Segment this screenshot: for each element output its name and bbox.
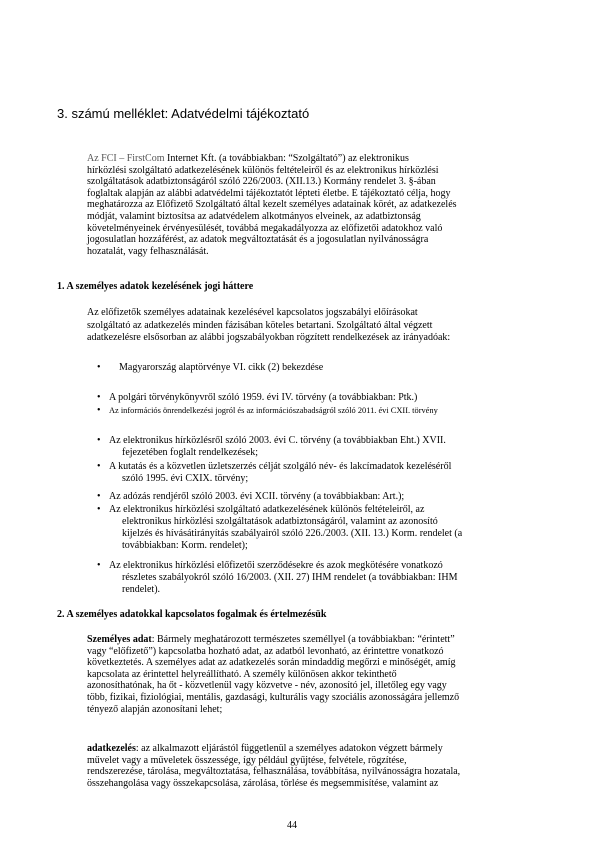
definition-line: több, fizikai, fiziológiai, mentális, gazdasági, kulturális vagy szociális azonosságára jellemző [87, 691, 460, 703]
intro-line: követelményeinek érvényesülését, továbbá megakadályozza az előfizetői adatokhoz való [87, 222, 443, 234]
intro-line: szolgáltatások adatbiztonságáról szóló 226/2003. (XII.13.) Kormány rendelet 3. §-ában [87, 176, 436, 188]
intro-line: jogosulatlan hozzáférést, az adatok megváltoztatását és a jogosulatlan nyilvánosságra [87, 234, 429, 246]
definition-personal-data: Személyes adat: Bármely meghatározott természetes személlyel (a továbbiakban: “érintett” vagy “előfizető”) kapcsolatba hozható adat, az adatból levonható, az érintettre vonatkozó következtetés. A személyes adat az adatkezelés során mindaddig megőrzi e minőségét, amíg kapcsolata az érintettel helyreállítható. A személy különösen akkor tekinthető azonosíthatónak, ha őt - közvetlenül vagy közvetve - név, azonosító jel, illetőleg egy vagy több, fizikai, fiziológiai, mentális, gazdasági, kulturális vagy szociális azonosságára jellemző tényező alapján azonosítani lehet; [87, 634, 535, 715]
bullet-icon: • [97, 461, 101, 472]
intro-line: hírközlési szolgáltató adatkezelésének különös feltételeiről és az elektronikus hírközlési [87, 164, 439, 176]
bullet-icon: • [97, 504, 101, 515]
definition-line: művelet vagy a műveletek összessége, így például gyűjtése, felvétele, rögzítése, [87, 754, 407, 766]
term-data-processing: adatkezelés [87, 743, 136, 754]
bullet-icon: • [97, 405, 101, 416]
page-number: 44 [287, 820, 297, 831]
section-1-heading: 1. A személyes adatok kezelésének jogi háttere [57, 281, 254, 292]
section-2-heading: 2. A személyes adatokkal kapcsolatos fogalmak és értelmezésük [57, 609, 327, 620]
bullet-icon: • [97, 491, 101, 502]
intro-line: módját, valamint biztosítsa az adatvédelem alkotmányos elveinek, az adatbiztonság [87, 210, 421, 222]
bullet-icon: • [97, 392, 101, 403]
intro-line: meghatározza az Előfizető Szolgáltató által kezelt személyes adatainak körét, az adatkezelés [87, 199, 457, 211]
bullet-icon: • [97, 362, 101, 373]
term-personal-data: Személyes adat [87, 634, 152, 645]
definition-data-processing: adatkezelés: az alkalmazott eljárástól függetlenül a személyes adatokon végzett bármely művelet vagy a műveletek összessége, így például gyűjtése, felvétele, rögzítése, rendszerezése, tárolása, megváltoztatása, felhasználása, továbbítása, nyilvánosságra hozatala, összehangolása vagy összekapcsolása, zárolása, törlése és megsemmisítése, valamint az [87, 743, 535, 789]
company-name: Az FCI – FirstCom [87, 153, 165, 164]
definition-line: azonosíthatónak, ha őt - közvetlenül vagy közvetve - név, azonosító jel, illetőleg egy vagy [87, 680, 447, 692]
definition-line: kapcsolata az érintettel helyreállítható. A személy különösen akkor tekinthető [87, 668, 397, 680]
definition-line: vagy “előfizető”) kapcsolatba hozható adat, az adatból levonható, az érintettre vonatkozó [87, 645, 444, 657]
definition-line: összehangolása vagy összekapcsolása, zárolása, törlése és megsemmisítése, valamint az [87, 777, 439, 789]
bullet-icon: • [97, 560, 101, 571]
section-1-line: adatkezelésre elsősorban az alábbi jogszabályokban rögzített rendelkezések az irányadóak: [87, 332, 451, 344]
section-1-line: Az előfizetők személyes adatainak kezelésével kapcsolatos jogszabályi előírásokat [87, 307, 418, 318]
intro-line: foglaltak alapján az alábbi adatvédelmi tájékoztatót lépteti életbe. E tájékoztató célja, hogy [87, 187, 451, 199]
bullet-icon: • [97, 435, 101, 446]
document-page: 3. számú melléklet: Adatvédelmi tájékoztató Az FCI – FirstCom Internet Kft. (a továbbiakban: “Szolgáltató”) az elektronikus hírközlési szolgáltató adatkezelésének különös feltételeiről és az elektronikus hírközlési szolgáltatások adatbiztonságáról szóló 226/2003. (XII.13.) Kormány rendelet 3. §-ában foglaltak alapján az alábbi adatvédelmi tájékoztatót lépteti életbe. E tájékoztató célja, hogy meghatározza az Előfizető Szolgáltató által kezelt személyes adatainak körét, az adatkezelés módját, valamint biztosítsa az adatvédelem alkotmányos elveinek, az adatbiztonság követelményeinek érvényesülését, továbbá megakadályozza az előfizetői adatokhoz való jogosulatlan hozzáférést, az adatok megváltoztatását és a jogosulatlan nyilvánosságra hozatalát, vagy felhasználását. 1. A személyes adatok kezelésének jogi háttere Az előfizetők személyes adatainak kezelésével kapcsolatos jogszabályi előírásokat szolgáltató az adatkezelés minden fázisában köteles betartani. Szolgáltató által végzett adatkezelésre elsősorban az alábbi jogszabályokban rögzített rendelkezések az irányadóak: • Magyarország alaptörvénye VI. cikk (2) bekezdése • A polgári törvénykönyvről szóló 1959. évi IV. törvény (a továbbiakban: Ptk.) • Az információs önrendelkezési jogról és az információszabadságról szóló 2011. évi CXII. törvény • Az elektronikus hírközlésről szóló 2003. évi C. törvény (a továbbiakban Eht.) XVII. fejezetében foglalt rendelkezések; • A kutatás és a közvetlen üzletszerzés célját szolgáló név- és lakcímadatok kezeléséről szóló 1995. évi CXIX. törvény; • Az adózás rendjéről szóló 2003. évi XCII. törvény (a továbbiakban: Art.); • Az elektronikus hírközlési szolgáltató adatkezelésének különös feltételeiről, az elektronikus hírközlési szolgáltatások adatbiztonságáról, valamint az azonosító kijelzés és hívásátirányítás szabályairól szóló 226./2003. (XII. 13.) Korm. rendelet (a továbbiakban: Korm. rendelet); • Az elektronikus hírközlési előfizetői szerződésekre és azok megkötésére vonatkozó részletes szabályokról szóló 16/2003. (XII. 27) IHM rendelet (a továbbiakban: IHM rendelet). 2. A személyes adatokkal kapcsolatos fogalmak és értelmezésük Személyes adat: Bármely meghatározott természetes személlyel (a továbbiakban: “érintett” vagy “előfizető”) kapcsolatba hozható adat, az adatból levonható, az érintettre vonatkozó következtetés. A személyes adat az adatkezelés során mindaddig megőrzi e minőségét, amíg kapcsolata az érintettel helyreállítható. A személy különösen akkor tekinthető azonosíthatónak, ha őt - közvetlenül vagy közvetve - név, azonosító jel, illetőleg egy vagy több, fizikai, fiziológiai, mentális, gazdasági, kulturális vagy szociális azonosságára jellemző tényező alapján azonosítani lehet; adatkezelés: az alkalmazott eljárástól függetlenül a személyes adatokon végzett bármely művelet vagy a műveletek összessége, így például gyűjtése, felvétele, rögzítése, rendszerezése, tárolása, megváltoztatása, felhasználása, továbbítása, nyilvánosságra hozatala, összehangolása vagy összekapcsolása, zárolása, törlése és megsemmisítése, valamint az 44 [0, 0, 595, 842]
section-1-line: szolgáltató az adatkezelés minden fázisában köteles betartani. Szolgáltató által végzett [87, 319, 433, 331]
intro-line: Az FCI – FirstCom Internet Kft. (a továbbiakban: “Szolgáltató”) az elektronikus [87, 153, 409, 164]
intro-line: hozatalát, vagy felhasználását. [87, 245, 209, 257]
definition-line: tényező alapján azonosítani lehet; [87, 703, 223, 715]
page-title: 3. számú melléklet: Adatvédelmi tájékoztató [57, 106, 310, 121]
definition-line: következtetés. A személyes adat az adatkezelés során mindaddig megőrzi e minőségét, amíg [87, 657, 456, 669]
section-1-paragraph [87, 307, 535, 345]
intro-paragraph [87, 153, 535, 257]
definition-line: rendszerezése, tárolása, megváltoztatása, felhasználása, továbbítása, nyilvánosságra hozatala, [87, 766, 461, 778]
